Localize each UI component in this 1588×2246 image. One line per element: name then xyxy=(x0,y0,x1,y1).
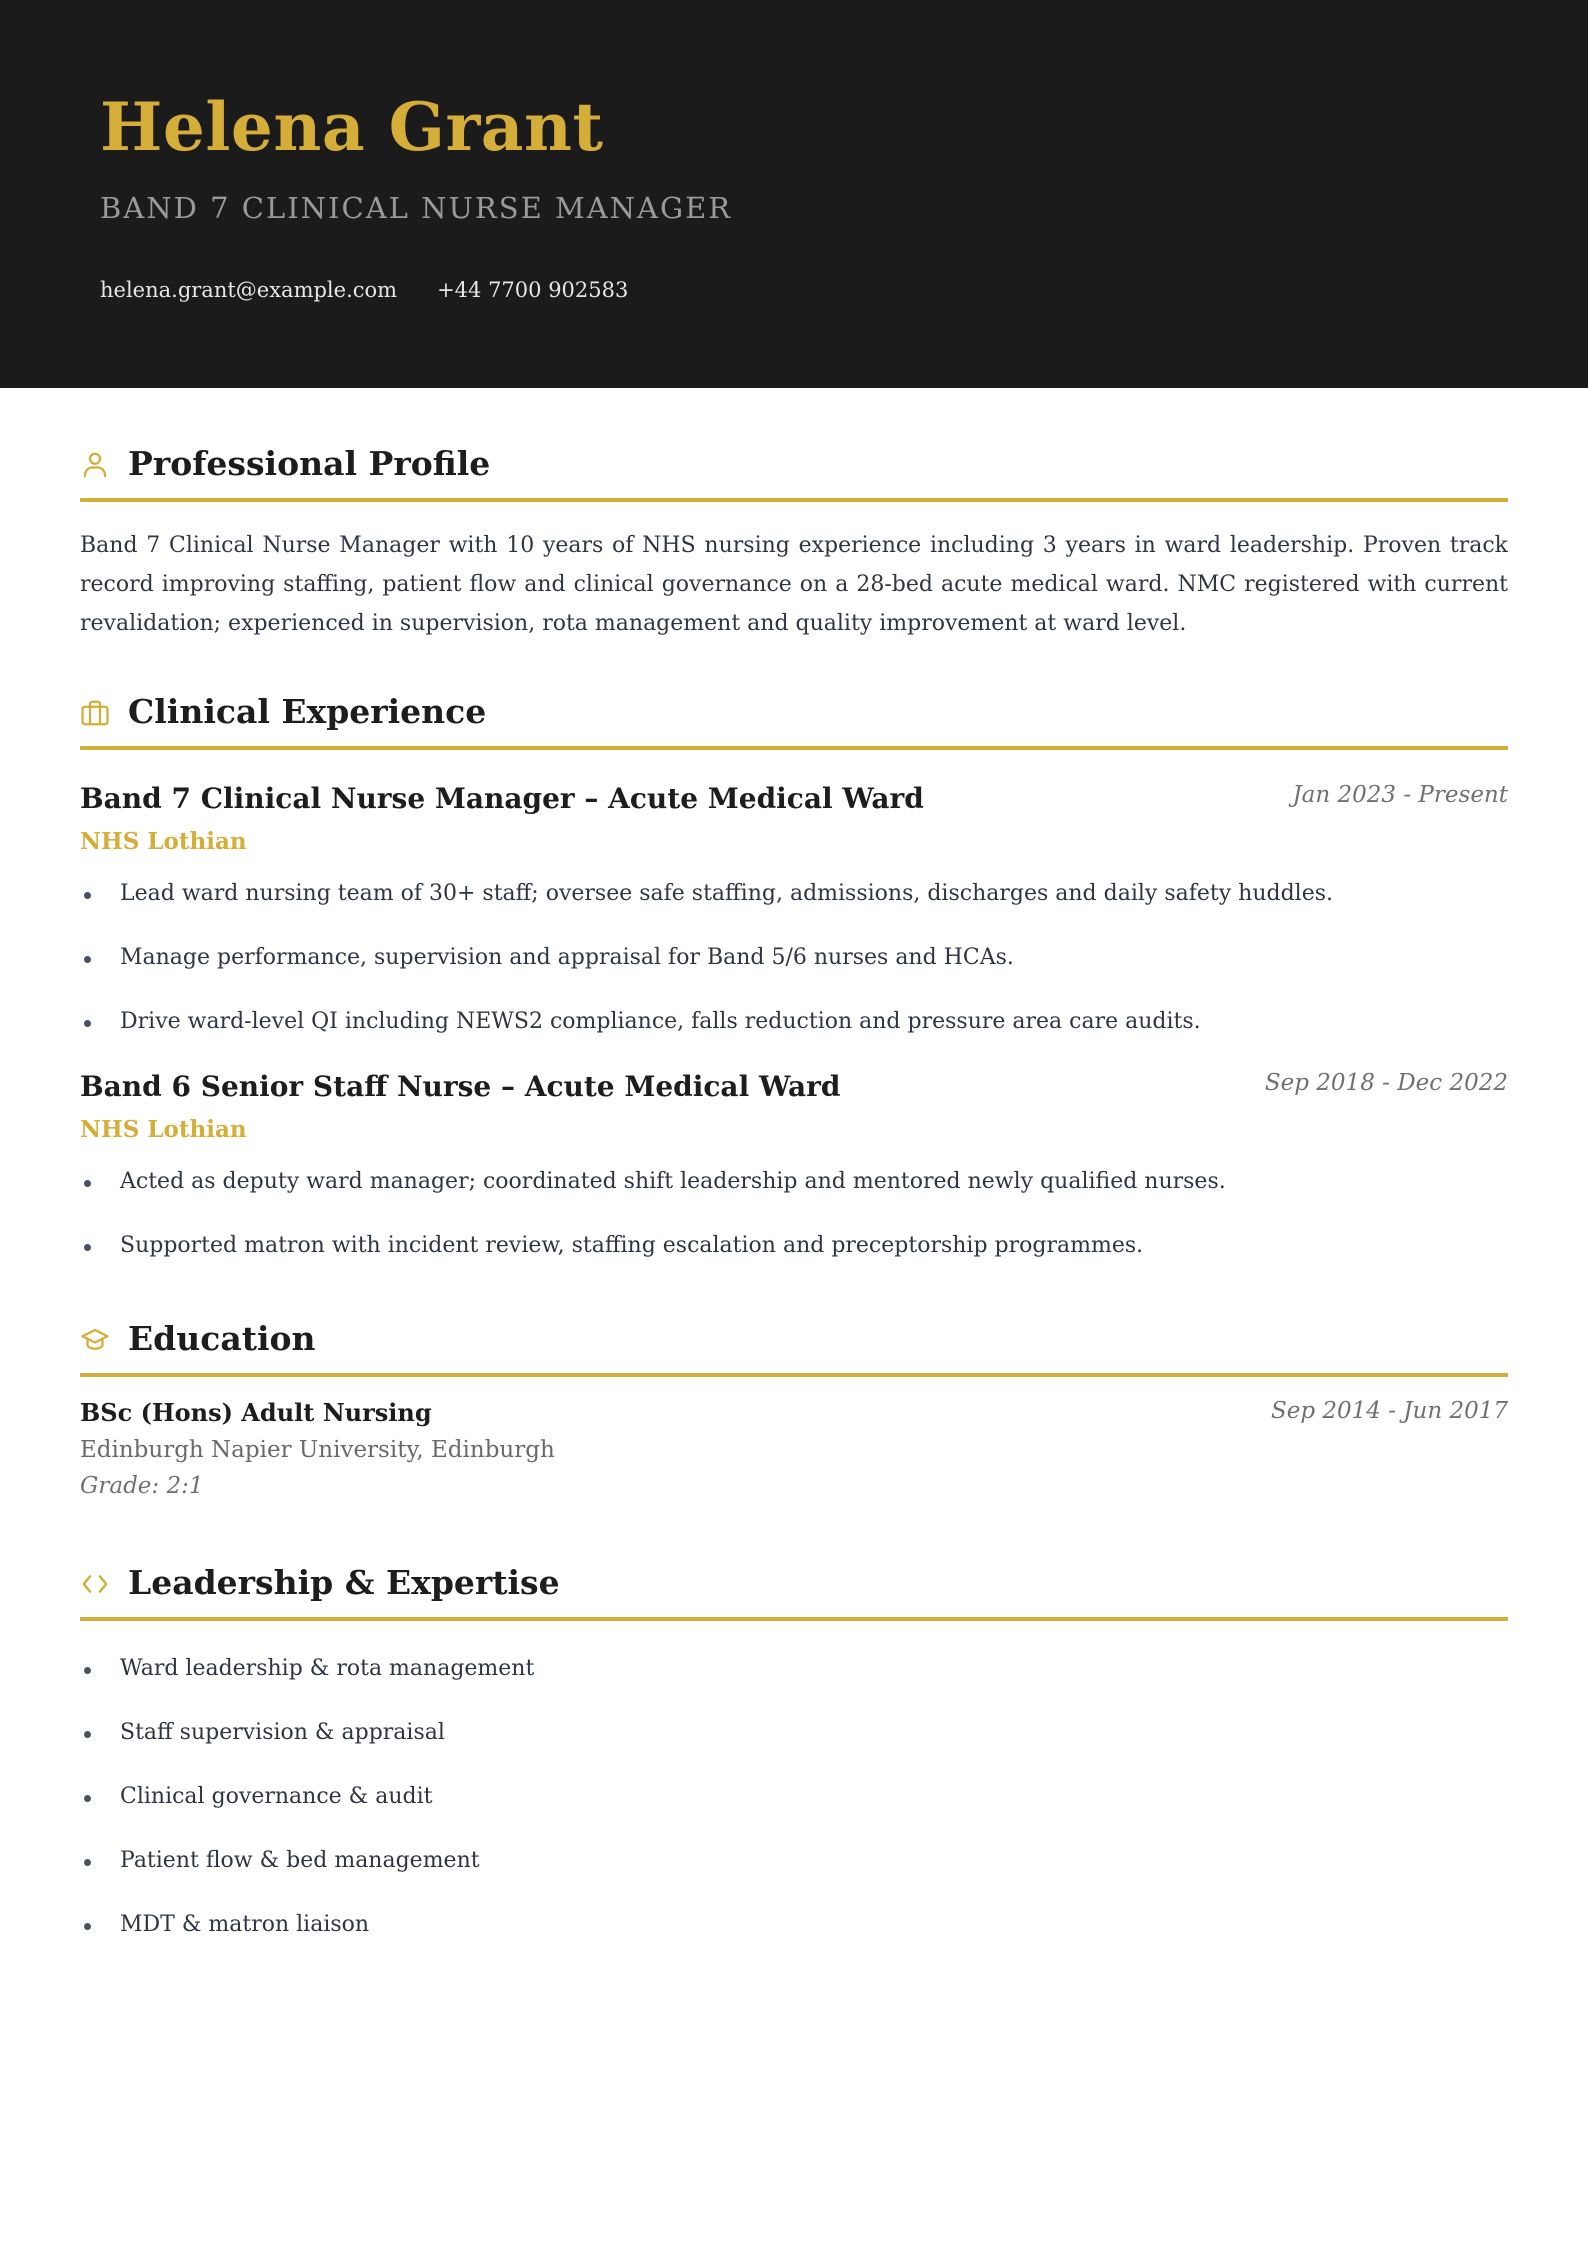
person-icon xyxy=(80,450,110,480)
profile-section xyxy=(80,444,1508,643)
employer-name: NHS Lothian xyxy=(80,828,247,855)
code-icon xyxy=(80,1569,110,1599)
profile-summary: Band 7 Clinical Nurse Manager with 10 years of NHS nursing experience including 3 years in ward leadership. Proven track record improving staffing, patient flow and clinical governance on a 28-bed acute medical ward. NMC registered with current revalidation; experienced in supervision, rota management and quality improvement at ward level. xyxy=(80,533,1508,636)
list-item: Patient flow & bed management xyxy=(80,1846,1508,1876)
job-dates: Jan 2023 - Present xyxy=(1292,782,1508,808)
grade: Grade: 2:1 xyxy=(80,1473,204,1499)
candidate-name: Helena Grant xyxy=(100,88,604,166)
briefcase-icon xyxy=(80,698,110,728)
employer-name: NHS Lothian xyxy=(80,1116,247,1143)
list-item: Acted as deputy ward manager; coordinated shift leadership and mentored newly qualified nurses. xyxy=(80,1167,1508,1197)
graduation-cap-icon xyxy=(80,1325,110,1355)
section-title: Clinical Experience xyxy=(128,692,487,731)
contact-info xyxy=(100,278,628,302)
job-title: BAND 7 CLINICAL NURSE MANAGER xyxy=(100,191,733,225)
resume-header xyxy=(0,0,1588,388)
email-link[interactable]: helena.grant@example.com xyxy=(100,278,398,302)
list-item: Clinical governance & audit xyxy=(80,1782,1508,1812)
section-header xyxy=(80,1319,1508,1377)
skills-section xyxy=(80,1563,1508,1937)
job-entry xyxy=(80,1070,1508,1261)
degree-name: BSc (Hons) Adult Nursing xyxy=(80,1398,432,1427)
education-entry xyxy=(80,1398,1508,1499)
job-position: Band 6 Senior Staff Nurse – Acute Medical Ward xyxy=(80,1070,841,1103)
skills-list xyxy=(80,1654,1508,1940)
list-item: MDT & matron liaison xyxy=(80,1910,1508,1940)
phone-number: +44 7700 902583 xyxy=(437,278,629,302)
section-title: Leadership & Expertise xyxy=(128,1563,560,1602)
job-entry xyxy=(80,782,1508,1037)
section-title: Education xyxy=(128,1319,316,1358)
list-item: Ward leadership & rota management xyxy=(80,1654,1508,1684)
school-name: Edinburgh Napier University, Edinburgh xyxy=(80,1437,555,1463)
list-item: Lead ward nursing team of 30+ staff; oversee safe staffing, admissions, discharges and daily safety huddles. xyxy=(80,879,1508,909)
education-dates: Sep 2014 - Jun 2017 xyxy=(1270,1398,1508,1424)
job-header xyxy=(80,782,1508,822)
list-item: Supported matron with incident review, staffing escalation and preceptorship programmes. xyxy=(80,1231,1508,1261)
job-header xyxy=(80,1070,1508,1110)
section-header xyxy=(80,1563,1508,1621)
section-title: Professional Profile xyxy=(128,444,491,483)
list-item: Manage performance, supervision and appraisal for Band 5/6 nurses and HCAs. xyxy=(80,943,1508,973)
job-bullets xyxy=(80,1167,1508,1261)
experience-section xyxy=(80,692,1508,1258)
job-dates: Sep 2018 - Dec 2022 xyxy=(1264,1070,1508,1096)
job-position: Band 7 Clinical Nurse Manager – Acute Medical Ward xyxy=(80,782,924,815)
list-item: Drive ward-level QI including NEWS2 compliance, falls reduction and pressure area care audits. xyxy=(80,1007,1508,1037)
list-item: Staff supervision & appraisal xyxy=(80,1718,1508,1748)
section-header xyxy=(80,444,1508,502)
education-section xyxy=(80,1319,1508,1499)
section-header xyxy=(80,692,1508,750)
job-bullets xyxy=(80,879,1508,1037)
